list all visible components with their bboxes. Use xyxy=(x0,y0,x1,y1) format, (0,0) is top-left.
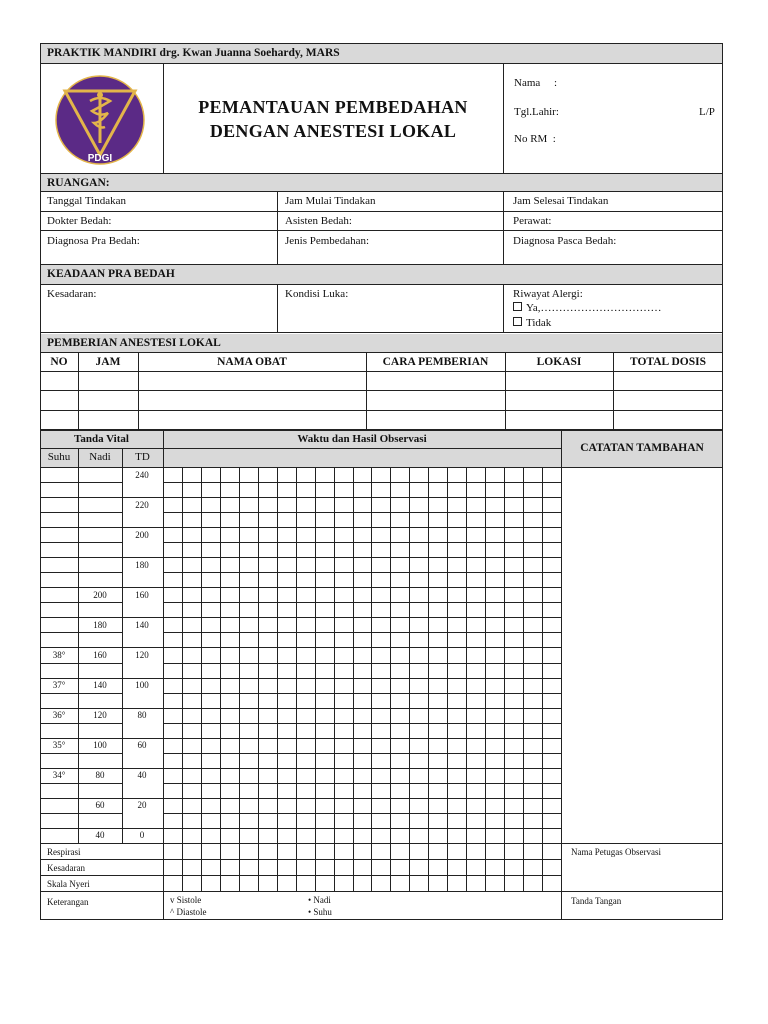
ruangan-heading: RUANGAN: xyxy=(47,177,110,189)
form-border-top xyxy=(40,43,723,44)
td-grid-row xyxy=(122,587,164,588)
vital-grid-row xyxy=(40,828,123,829)
grid-line xyxy=(163,430,164,920)
patient-lp-label: L/P xyxy=(699,106,715,118)
grid-line xyxy=(40,430,723,431)
td-grid-row xyxy=(122,647,164,648)
td-scale-label: 0 xyxy=(139,830,145,840)
grid-line xyxy=(613,352,614,430)
td-grid-row xyxy=(122,798,164,799)
grid-line xyxy=(503,63,504,174)
time-grid-row xyxy=(163,813,562,814)
jam-selesai-label: Jam Selesai Tindakan xyxy=(513,195,609,207)
diagnosa-pra-bedah-label: Diagnosa Pra Bedah: xyxy=(47,235,140,247)
grid-line xyxy=(40,371,723,372)
kesadaran-label: Kesadaran: xyxy=(47,288,97,300)
kesadaran-row-label: Kesadaran xyxy=(47,863,85,873)
logo-text: PDGI xyxy=(87,153,113,164)
time-grid-row xyxy=(163,527,562,528)
col-no: NO xyxy=(50,356,68,368)
legend-diastole: ^ Diastole xyxy=(170,907,207,917)
vital-grid-row xyxy=(40,497,123,498)
nadi-scale-label: 100 xyxy=(93,740,107,750)
practice-name: PRAKTIK MANDIRI drg. Kwan Juanna Soehardy, MARS xyxy=(47,47,340,59)
vital-grid-row xyxy=(40,813,123,814)
grid-line xyxy=(40,875,562,876)
vital-grid-row xyxy=(40,663,123,664)
dokter-bedah-label: Dokter Bedah: xyxy=(47,215,112,227)
vital-grid-row xyxy=(40,482,123,483)
vital-grid-row xyxy=(40,632,123,633)
alergi-option-tidak[interactable] xyxy=(513,317,551,330)
td-grid-row xyxy=(122,708,164,709)
col-lokasi: LOKASI xyxy=(536,356,582,368)
grid-line xyxy=(503,284,504,333)
td-grid-row xyxy=(122,497,164,498)
td-scale-label: 200 xyxy=(135,530,149,540)
nadi-scale-label: 40 xyxy=(95,830,105,840)
tanggal-tindakan-label: Tanggal Tindakan xyxy=(47,195,126,207)
pdgi-logo xyxy=(45,73,155,167)
grid-line xyxy=(40,390,723,391)
grid-line xyxy=(40,230,723,231)
legend-sistole: v Sistole xyxy=(170,895,202,905)
vital-grid-row xyxy=(40,617,123,618)
col-cara-pemberian: CARA PEMBERIAN xyxy=(382,356,489,368)
skala-nyeri-label: Skala Nyeri xyxy=(47,879,90,889)
suhu-scale-label: 37° xyxy=(52,680,66,690)
grid-line xyxy=(40,173,723,174)
nadi-scale-label: 80 xyxy=(95,770,105,780)
diagnosa-pasca-bedah-label: Diagnosa Pasca Bedah: xyxy=(513,235,617,247)
time-grid-row xyxy=(163,632,562,633)
vital-grid-row xyxy=(40,512,123,513)
suhu-scale-label: 35° xyxy=(52,740,66,750)
td-scale-label: 20 xyxy=(137,800,147,810)
patient-tgl-lahir-label: Tgl.Lahir: xyxy=(514,106,559,118)
vital-grid-row xyxy=(40,768,123,769)
nadi-scale-label: 60 xyxy=(95,800,105,810)
alergi-option-ya[interactable] xyxy=(513,302,661,315)
legend-nadi: • Nadi xyxy=(308,895,331,905)
form-border-right xyxy=(722,43,723,920)
vital-grid-row xyxy=(40,783,123,784)
time-grid-row xyxy=(163,497,562,498)
grid-line xyxy=(40,410,723,411)
form-border-bottom xyxy=(40,919,723,920)
grid-line xyxy=(163,63,164,174)
grid-line xyxy=(40,264,723,265)
grid-line xyxy=(138,352,139,430)
td-grid-row xyxy=(122,557,164,558)
time-grid-row xyxy=(163,617,562,618)
nadi-scale-label: 200 xyxy=(93,590,107,600)
vital-grid-row xyxy=(40,723,123,724)
col-total-dosis: TOTAL DOSIS xyxy=(630,356,706,368)
time-grid-row xyxy=(163,482,562,483)
grid-line xyxy=(40,63,723,64)
time-grid-row xyxy=(163,647,562,648)
col-nama-obat: NAMA OBAT xyxy=(217,356,287,368)
suhu-scale-label: 36° xyxy=(52,710,66,720)
waktu-subheader-bg xyxy=(163,448,561,467)
td-scale-label: 160 xyxy=(135,590,149,600)
td-scale-label: 180 xyxy=(135,560,149,570)
time-grid-row xyxy=(163,723,562,724)
td-grid-row xyxy=(122,678,164,679)
grid-line xyxy=(78,448,79,844)
ruangan-heading-bg xyxy=(40,174,723,192)
time-grid-row xyxy=(163,828,562,829)
tanda-vital-heading: Tanda Vital xyxy=(74,433,129,445)
pra-bedah-heading: KEADAAN PRA BEDAH xyxy=(47,268,175,280)
col-td-header: TD xyxy=(135,451,150,463)
grid-line xyxy=(78,352,79,430)
td-scale-label: 40 xyxy=(137,770,147,780)
col-jam: JAM xyxy=(95,356,121,368)
td-grid-row xyxy=(122,527,164,528)
vital-grid-row xyxy=(40,557,123,558)
form-title-line1: PEMANTAUAN PEMBEDAHAN xyxy=(198,97,468,117)
time-grid-row xyxy=(163,587,562,588)
vital-grid-row xyxy=(40,542,123,543)
checkbox-ya[interactable] xyxy=(513,302,522,311)
catatan-tambahan-heading: CATATAN TAMBAHAN xyxy=(580,442,704,454)
alergi-ya-label: Ya,…………………………… xyxy=(526,302,662,314)
vital-grid-row xyxy=(40,738,123,739)
grid-line xyxy=(40,284,723,285)
grid-line xyxy=(277,284,278,333)
td-scale-label: 100 xyxy=(135,680,149,690)
vital-grid-row xyxy=(40,572,123,573)
grid-line xyxy=(40,448,562,449)
grid-line xyxy=(122,448,123,844)
grid-line xyxy=(366,352,367,430)
vital-grid-row xyxy=(40,602,123,603)
vital-grid-row xyxy=(40,587,123,588)
vital-grid-row xyxy=(40,798,123,799)
patient-nama-label: Nama : xyxy=(514,77,558,89)
nadi-scale-label: 180 xyxy=(93,620,107,630)
suhu-scale-label: 34° xyxy=(52,770,66,780)
grid-line xyxy=(561,430,562,920)
grid-line xyxy=(40,467,723,468)
time-grid-row xyxy=(163,783,562,784)
caduceus-icon xyxy=(45,73,155,167)
patient-no-rm-label: No RM : xyxy=(514,133,556,145)
td-scale-label: 80 xyxy=(137,710,147,720)
asisten-bedah-label: Asisten Bedah: xyxy=(285,215,352,227)
time-grid-row xyxy=(163,602,562,603)
nadi-scale-label: 120 xyxy=(93,710,107,720)
grid-line xyxy=(40,332,723,333)
time-grid-row xyxy=(163,557,562,558)
nadi-scale-label: 160 xyxy=(93,650,107,660)
grid-line xyxy=(40,191,723,192)
nama-petugas-label: Nama Petugas Observasi xyxy=(571,847,661,857)
time-grid-row xyxy=(163,693,562,694)
grid-line xyxy=(40,843,723,844)
grid-line xyxy=(40,859,562,860)
kondisi-luka-label: Kondisi Luka: xyxy=(285,288,349,300)
time-grid-row xyxy=(163,678,562,679)
td-grid-row xyxy=(122,617,164,618)
td-scale-label: 60 xyxy=(137,740,147,750)
time-grid-row xyxy=(163,798,562,799)
vital-grid-row xyxy=(40,527,123,528)
anestesi-heading: PEMBERIAN ANESTESI LOKAL xyxy=(47,337,221,349)
time-grid-row xyxy=(163,663,562,664)
respirasi-label: Respirasi xyxy=(47,847,81,857)
grid-line xyxy=(40,891,723,892)
td-scale-label: 120 xyxy=(135,650,149,660)
time-grid-row xyxy=(163,542,562,543)
suhu-scale-label: 38° xyxy=(52,650,66,660)
td-grid-row xyxy=(122,768,164,769)
jam-mulai-label: Jam Mulai Tindakan xyxy=(285,195,376,207)
time-grid-row xyxy=(163,768,562,769)
td-grid-row xyxy=(122,828,164,829)
grid-line xyxy=(503,191,504,265)
vital-grid-row xyxy=(40,708,123,709)
grid-line xyxy=(505,352,506,430)
time-grid-row xyxy=(163,753,562,754)
time-grid-row xyxy=(163,512,562,513)
checkbox-tidak[interactable] xyxy=(513,317,522,326)
legend-suhu: • Suhu xyxy=(308,907,332,917)
td-grid-row xyxy=(122,738,164,739)
time-grid-row xyxy=(163,738,562,739)
vital-grid-row xyxy=(40,647,123,648)
td-scale-label: 220 xyxy=(135,500,149,510)
vital-grid-row xyxy=(40,753,123,754)
grid-line xyxy=(40,211,723,212)
form-title-line2: DENGAN ANESTESI LOKAL xyxy=(209,121,457,141)
col-nadi-header: Nadi xyxy=(89,451,111,463)
jenis-pembedahan-label: Jenis Pembedahan: xyxy=(285,235,370,247)
td-scale-label: 240 xyxy=(135,470,149,480)
vital-grid-row xyxy=(40,693,123,694)
td-scale-label: 140 xyxy=(135,620,149,630)
grid-line xyxy=(40,352,723,353)
col-suhu-header: Suhu xyxy=(47,451,71,463)
time-grid-row xyxy=(163,572,562,573)
grid-line xyxy=(277,191,278,265)
time-grid-row xyxy=(163,708,562,709)
riwayat-alergi-label: Riwayat Alergi: xyxy=(513,288,583,300)
waktu-hasil-heading: Waktu dan Hasil Observasi xyxy=(297,433,427,445)
keterangan-label: Keterangan xyxy=(47,897,89,907)
nadi-scale-label: 140 xyxy=(93,680,107,690)
perawat-label: Perawat: xyxy=(513,215,552,227)
tanda-tangan-label: Tanda Tangan xyxy=(571,896,622,906)
alergi-tidak-label: Tidak xyxy=(526,317,552,329)
vital-grid-row xyxy=(40,678,123,679)
